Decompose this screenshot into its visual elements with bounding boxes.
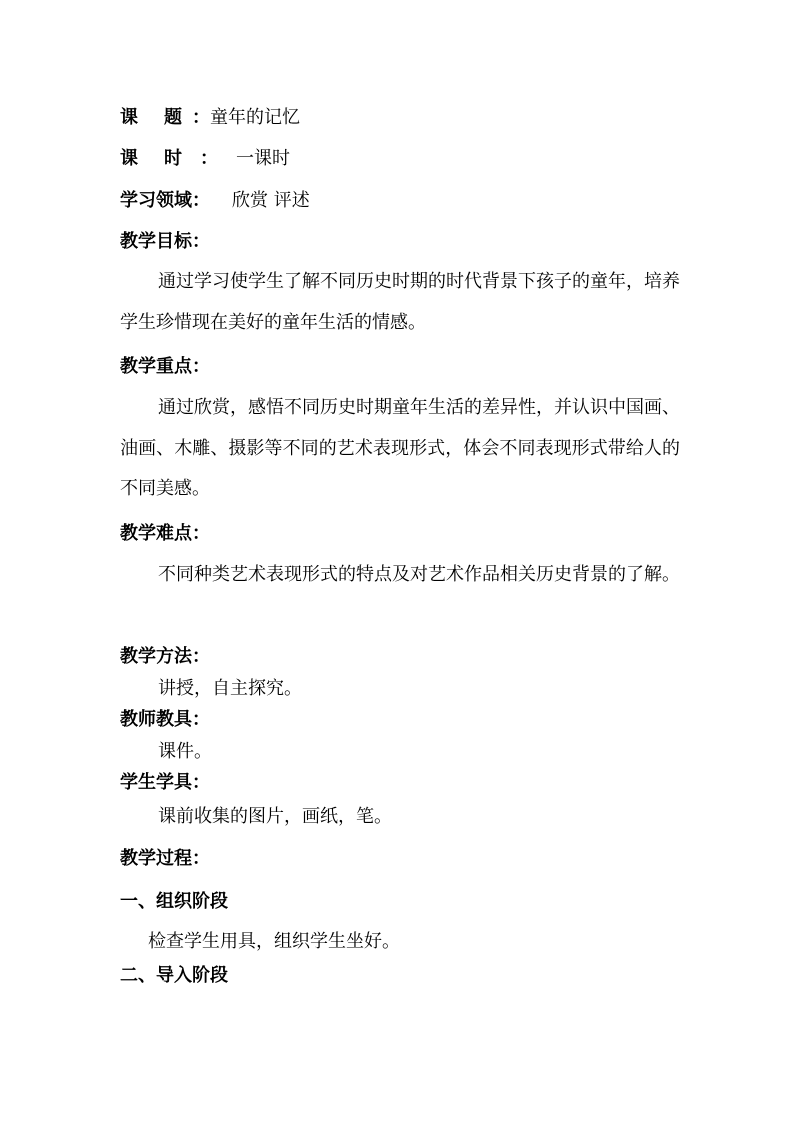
student-tools-heading: 学生学具：	[120, 772, 210, 793]
step1-text: 检查学生用具，组织学生坐好。	[148, 931, 400, 952]
methods-heading: 教学方法：	[120, 646, 210, 667]
topic-line	[120, 106, 300, 130]
topic-value: 童年的记忆	[210, 107, 300, 128]
difficulties-heading: 教学难点：	[120, 523, 210, 544]
difficulties-text: 不同种类艺术表现形式的特点及对艺术作品相关历史背景的了解。	[158, 564, 680, 585]
topic-label-char-2: 题	[164, 107, 182, 128]
field-line	[120, 189, 310, 213]
period-label-char-1: 课	[120, 148, 138, 169]
period-value: 一课时	[236, 148, 290, 169]
methods-text: 讲授，自主探究。	[158, 678, 302, 699]
key-points-text: 通过欣赏，感悟不同历史时期童年生活的差异性，并认识中国画、油画、木雕、摄影等不同的艺术表现形式，体会不同表现形式带给人的不同美感。	[120, 397, 680, 499]
objectives-heading: 教学目标：	[120, 231, 210, 252]
period-colon: ：	[200, 148, 218, 169]
step1-heading: 一、组织阶段	[120, 891, 228, 912]
teacher-tools-text: 课件。	[158, 741, 212, 762]
topic-label-char-1: 课	[120, 107, 138, 128]
field-label: 学习领域：	[120, 190, 210, 211]
period-label-char-2: 时	[164, 148, 182, 169]
key-points-heading: 教学重点：	[120, 356, 210, 377]
objectives-text: 通过学习使学生了解不同历史时期的时代背景下孩子的童年，培养学生珍惜现在美好的童年生活的情感。	[120, 271, 680, 333]
step2-heading: 二、导入阶段	[120, 965, 228, 986]
teacher-tools-heading: 教师教具：	[120, 709, 210, 730]
topic-colon: ：	[192, 107, 210, 128]
process-heading: 教学过程：	[120, 848, 210, 869]
period-line	[120, 147, 290, 171]
field-value: 欣赏 评述	[232, 190, 310, 211]
student-tools-text: 课前收集的图片，画纸，笔。	[158, 806, 392, 827]
